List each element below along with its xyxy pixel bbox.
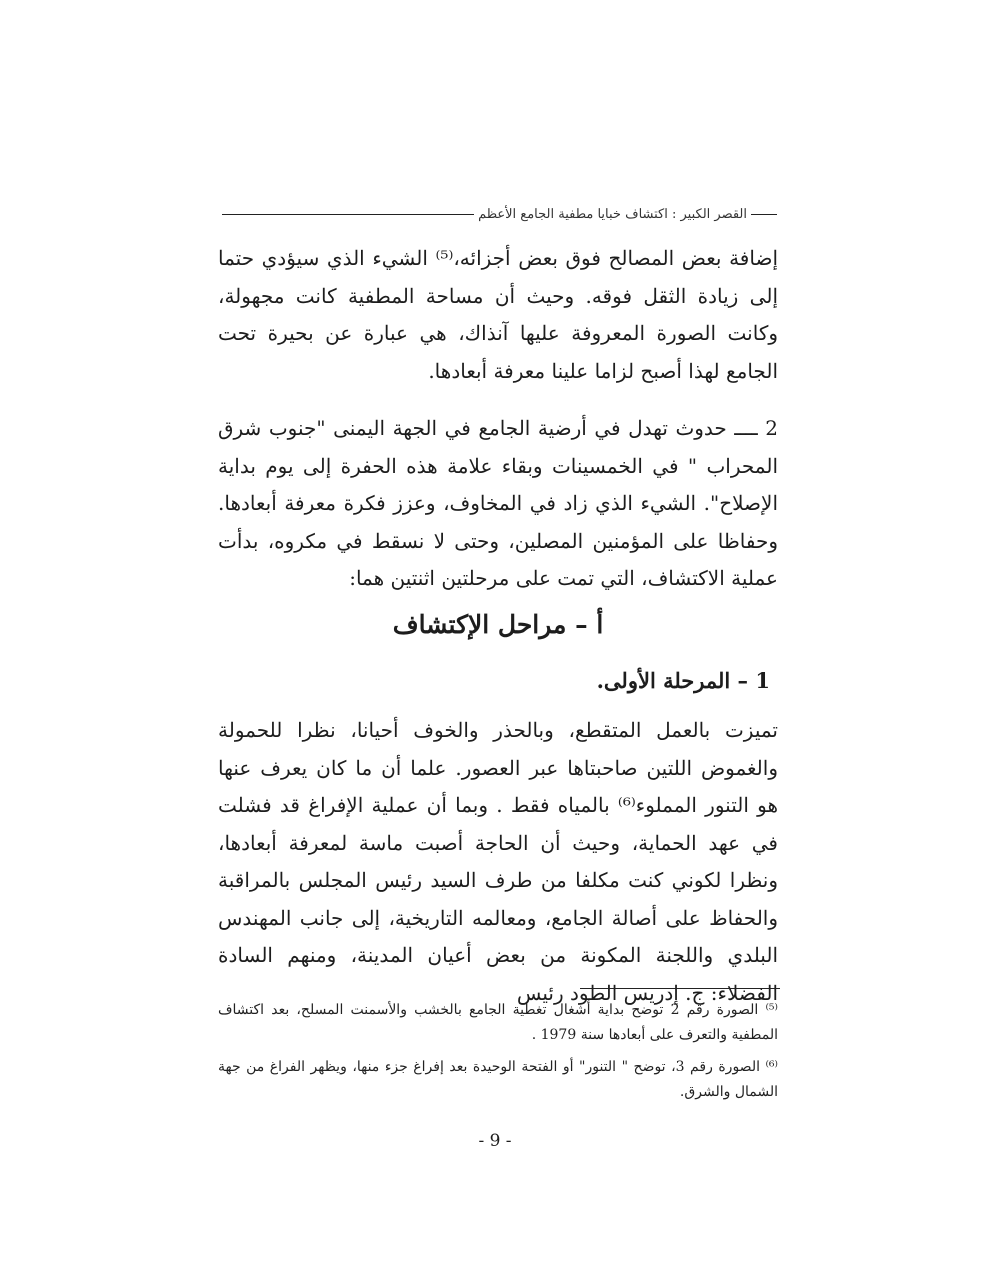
header-rule — [222, 214, 474, 215]
running-header — [222, 207, 777, 222]
footnotes — [218, 998, 778, 1112]
paragraph-1: إضافة بعض المصالح فوق بعض أجزائه،⁽⁵⁾ الشيء الذي سيؤدي حتما إلى زيادة الثقل فوقه. وحيث أن مساحة المطفية كانت مجهولة، وكانت الصورة المعروفة عليها آنذاك، هي عبارة عن بحيرة تحت الجامع لهذا أصبح لزاما علينا معرفة أبعادها. — [218, 246, 778, 383]
running-title: القصر الكبير : اكتشاف خبايا مطفية الجامع الأعظم — [478, 207, 747, 222]
sub-heading: 1 – المرحلة الأولى. — [596, 668, 770, 693]
page-number: - 9 - — [478, 1131, 512, 1151]
footnote-5: ⁽⁵⁾ الصورة رقم 2 توضح بداية أشغال تغطية الجامع بالخشب والأسمنت المسلح، بعد اكتشاف المطفية والتعرف على أبعادها سنة 1979 . — [218, 1002, 778, 1043]
paragraph-3: تميزت بالعمل المتقطع، وبالحذر والخوف أحيانا، نظرا للحمولة والغموض اللتين صاحبتاها عبر العصور. علما أن ما كان يعرف عنها هو التنور المملوء⁽⁶⁾ بالمياه فقط . وبما أن عملية الإفراغ قد فشلت في عهد الحماية، وحيث أن الحاجة أصبت ماسة لمعرفة أبعادها، ونظرا لكوني كنت مكلفا من طرف السيد رئيس المجلس بالمراقبة والحفاظ على أصالة الجامع، ومعالمه التاريخية، إلى جانب المهندس البلدي واللجنة المكونة من بعض أعيان المدينة، ومنهم السادة الفضلاء: ج. إدريس الطود رئيس — [218, 718, 779, 1005]
footnote-separator — [580, 988, 780, 989]
section-heading: أ – مراحل الإكتشاف — [392, 610, 604, 639]
paragraph-2: 2 ــــ حدوث تهدل في أرضية الجامع في الجهة اليمنى "جنوب شرق المحراب " في الخمسينات وبقاء علامة هذه الحفرة إلى يوم بداية الإصلاح". الشيء الذي زاد في المخاوف، وعزز فكرة معرفة أبعادها. وحفاظا على المؤمنين المصلين، وحتى لا نسقط في مكروه، بدأت عملية الاكتشاف، التي تمت على مرحلتين اثنتين هما: — [218, 416, 778, 590]
header-lead-dash — [751, 214, 777, 215]
footnote-6: ⁽⁶⁾ الصورة رقم 3، توضح " التنور" أو الفتحة الوحيدة بعد إفراغ جزء منها، ويظهر الفراغ من جهة الشمال والشرق. — [218, 1059, 778, 1100]
